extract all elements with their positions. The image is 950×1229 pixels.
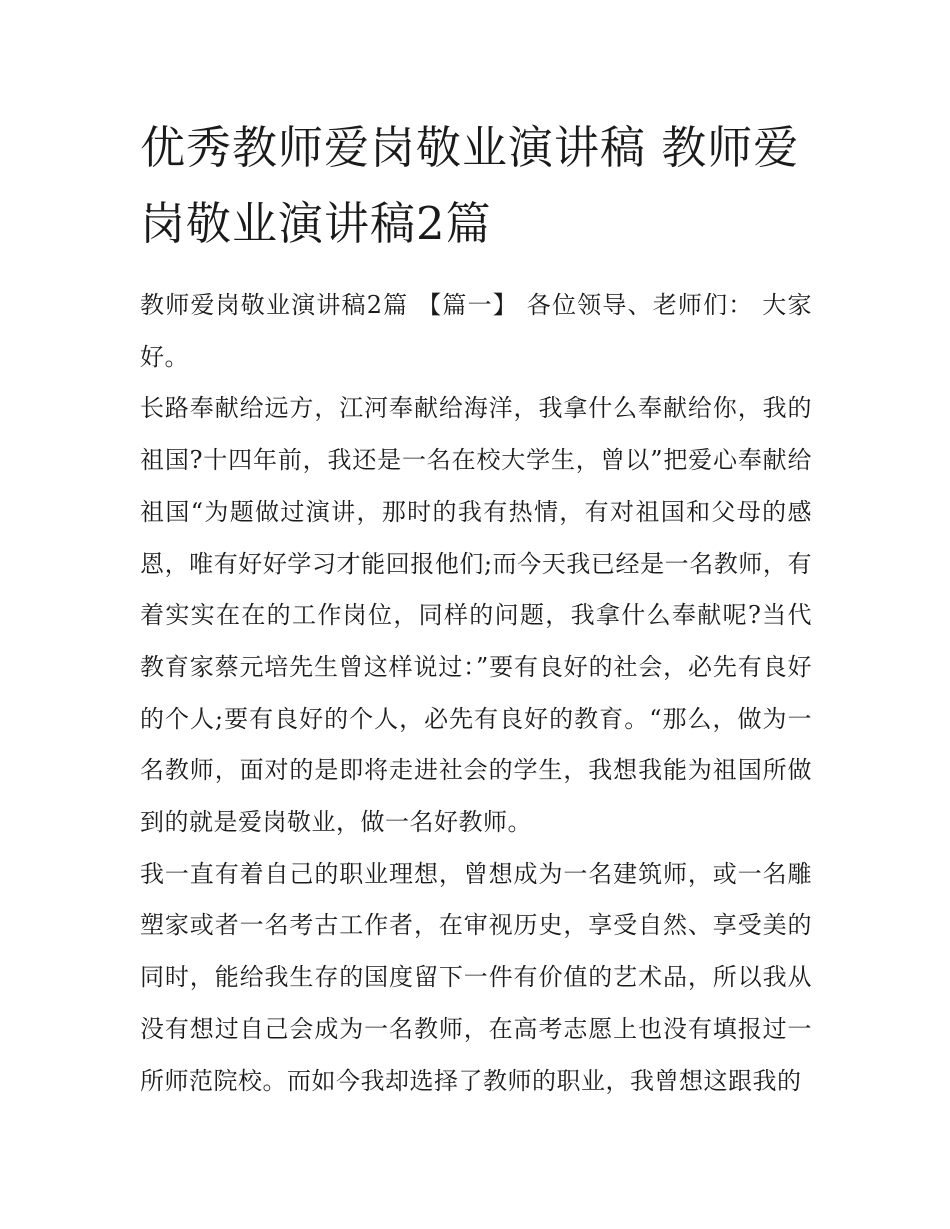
paragraph-intro: 教师爱岗敬业演讲稿2篇 【篇一】 各位领导、老师们： 大家好。 (140, 291, 812, 371)
document-title: 优秀教师爱岗敬业演讲稿 教师爱岗敬业演讲稿2篇 (140, 121, 800, 250)
paragraph-motherland: 长路奉献给远方，江河奉献给海洋，我拿什么奉献给你，我的祖国?十四年前，我还是一名在校大学生，曾以”把爱心奉献给祖国“为题做过演讲，那时的我有热情，有对祖国和父母的感恩，唯有好好学习才能回报他们;而今天我已经是一名教师，有着实实在在的工作岗位，同样的问题，我拿什么奉献呢?当代教育家蔡元培先生曾这样说过：”要有良好的社会，必先有良好的个人;要有良好的个人，必先有良好的教育。“那么，做为一名教师，面对的是即将走进社会的学生，我想我能为祖国所做到的就是爱岗敬业，做一名好教师。 (140, 394, 812, 837)
document-body (140, 280, 812, 1107)
paragraph-career-ideal: 我一直有着自己的职业理想，曾想成为一名建筑师，或一名雕塑家或者一名考古工作者，在审视历史，享受自然、享受美的同时，能给我生存的国度留下一件有价值的艺术品，所以我从没有想过自己会成为一名教师，在高考志愿上也没有填报过一所师范院校。而如今我却选择了教师的职业，我曾想这跟我的 (140, 859, 812, 1095)
